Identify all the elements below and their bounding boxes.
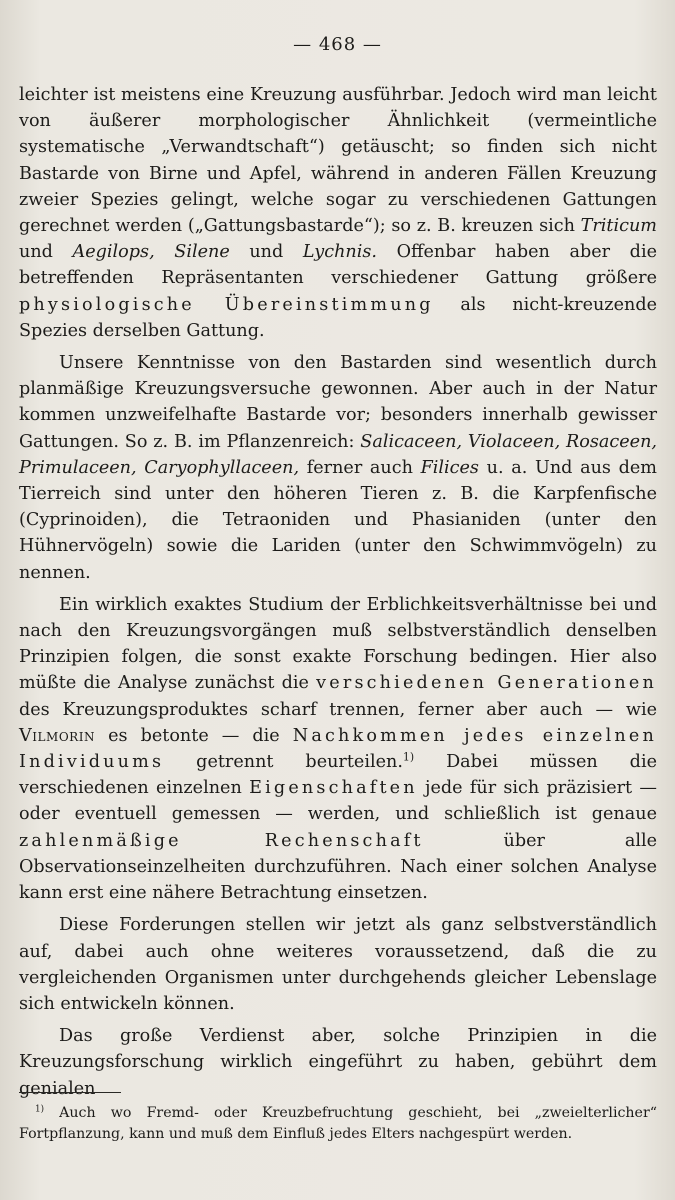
footnote-marker: 1)	[35, 1104, 45, 1115]
text-run: Unsere Kenntnisse von den Bastarden sind wesentlich durch planmäßige Kreuzungsversuche gewonnen. Aber auch in der Natur kommen unzweifelhafte Bastarde vor; besonders innerhalb gewisser Gattungen. So z. B. im Pflanzenreich:	[19, 353, 657, 452]
spaced-emphasis: Nachkommen jedes einzelnen Individuums	[19, 725, 657, 773]
paragraph	[19, 592, 657, 906]
text-run: es betonte — die	[95, 725, 293, 746]
small-caps-name: Vilmorin	[19, 725, 96, 746]
footnote-text: Auch wo Fremd- oder Kreuzbefruchtung geschieht, bei „zweielterlicher“ Fortpflanzung, kann und muß dem Einfluß jedes Elters nachgespürt werden.	[19, 1105, 657, 1142]
text-run: jede für sich präzisiert — oder eventuell gemessen — werden, und schließlich ist genaue	[19, 778, 657, 825]
spaced-emphasis: Eigenschaften	[249, 778, 418, 799]
text-run: Das große Verdienst aber, solche Prinzipien in die Kreuzungsforschung wirklich eingeführt zu haben, gebührt dem genialen	[19, 1026, 657, 1099]
text-run: über alle Observationseinzelheiten durchzuführen. Nach einer solchen Analyse kann erst eine nähere Betrachtung einsetzen.	[19, 830, 657, 904]
paragraph	[19, 1023, 657, 1102]
page-number: — 468 —	[293, 34, 382, 55]
paragraph	[19, 82, 657, 344]
text-run: Ein wirklich exaktes Studium der Erblichkeitsverhältnisse bei und nach den Kreuzungsvorgängen muß selbstverständlich denselben Prinzipien folgen, die sonst exakte Forschung bedingen. Hier also müßte die Analyse zunächst die	[19, 594, 657, 694]
text-run: und	[19, 242, 73, 263]
text-run: Offenbar haben aber die betreffenden Repräsentanten verschiedener Gattung größere	[19, 242, 657, 289]
text-run: Dabei müssen die verschiedenen einzelnen	[19, 752, 657, 799]
spaced-emphasis: verschiedenen Generationen	[316, 673, 657, 694]
italic-text: Filices	[420, 457, 479, 478]
italic-text: Lychnis.	[302, 242, 377, 263]
text-run: als nicht-kreuzende Spezies derselben Gattung.	[19, 294, 657, 341]
paragraph	[19, 350, 657, 586]
footnote	[19, 1103, 657, 1145]
paragraph	[19, 912, 657, 1017]
text-run: leichter ist meistens eine Kreuzung ausführbar. Jedoch wird man leicht von äußerer morphologischer Ähnlichkeit (vermeintliche systematische „Verwandtschaft“) getäuscht; so finden sich nicht Bastarde von Birne und Apfel, während in anderen Fällen Kreuzung zweier Spezies gelingt, welche sogar zu verschiedenen Gattungen gerechnet werden („Gattungsbastarde“); so z. B. kreuzen sich	[19, 85, 657, 237]
text-run: getrennt beurteilen.	[164, 752, 403, 773]
text-run: Diese Forderungen stellen wir jetzt als ganz selbstverständlich auf, dabei auch ohne weiteres voraussetzend, daß die zu vergleichenden Organismen unter durchgehends gleicher Lebenslage sich entwickeln können.	[19, 915, 657, 1014]
text-run: ferner auch	[299, 457, 421, 478]
footnote-reference: 1)	[402, 750, 415, 764]
text-run: und	[229, 242, 303, 263]
italic-text: Salicaceen, Violaceen, Rosaceen, Primulaceen, Caryophyllaceen,	[19, 431, 658, 478]
spaced-emphasis: physiologische Übereinstimmung	[19, 294, 434, 315]
italic-text: Aegilops, Silene	[72, 242, 230, 263]
spaced-emphasis: zahlenmäßige Rechenschaft	[19, 830, 424, 851]
body-text	[19, 82, 657, 1102]
italic-text: Triticum	[580, 216, 657, 237]
text-run: u. a. Und aus dem Tierreich sind unter den höheren Tieren z. B. die Karpfenfische (Cyprinoiden), die Tetraoniden und Phasianiden (unter den Hühnervögeln) sowie die Lariden (unter den Schwimmvögeln) zu nennen.	[19, 457, 657, 583]
footnote-divider	[19, 1092, 121, 1093]
text-run: des Kreuzungsproduktes scharf trennen, ferner aber auch — wie	[19, 699, 657, 720]
